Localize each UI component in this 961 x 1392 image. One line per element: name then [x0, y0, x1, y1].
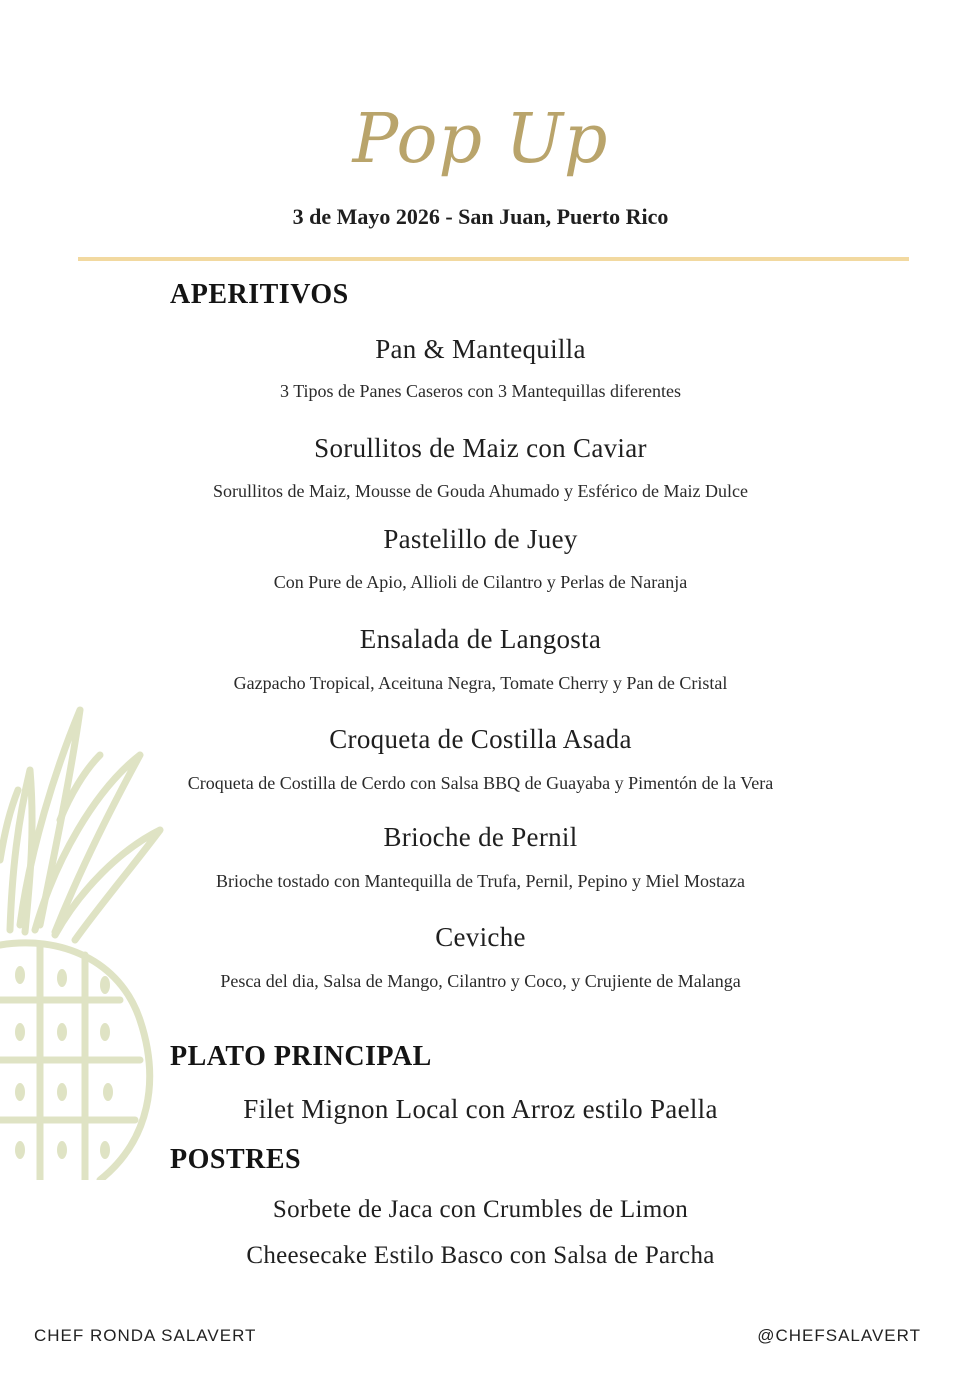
- dish-name: Filet Mignon Local con Arroz estilo Paella: [243, 1094, 718, 1124]
- dish-description: Con Pure de Apio, Allioli de Cilantro y Perlas de Naranja: [273, 572, 688, 592]
- dish-description: 3 Tipos de Panes Caseros con 3 Mantequillas diferentes: [280, 381, 681, 401]
- header-divider: [78, 257, 909, 261]
- dish-name: Pastelillo de Juey: [383, 524, 578, 554]
- dish-description: Croqueta de Costilla de Cerdo con Salsa BBQ de Guayaba y Pimentón de la Vera: [187, 773, 774, 793]
- dish-name: Sorullitos de Maiz con Caviar: [314, 433, 647, 463]
- menu-title: Pop Up: [352, 100, 609, 179]
- dish-description: Brioche tostado con Mantequilla de Trufa, Pernil, Pepino y Miel Mostaza: [216, 871, 745, 891]
- section-heading-appetizers: APERITIVOS: [170, 279, 349, 310]
- dish-description: Sorullitos de Maiz, Mousse de Gouda Ahumado y Esférico de Maiz Dulce: [213, 481, 748, 501]
- dish-name: Cheesecake Estilo Basco con Salsa de Parcha: [246, 1242, 715, 1269]
- section-heading-desserts: POSTRES: [170, 1144, 302, 1175]
- dish-name: Ceviche: [435, 922, 526, 952]
- dish-name: Pan & Mantequilla: [375, 334, 586, 364]
- dish-name: Croqueta de Costilla Asada: [329, 724, 632, 754]
- dish-name: Brioche de Pernil: [383, 822, 578, 852]
- dish-description: Gazpacho Tropical, Aceituna Negra, Tomate Cherry y Pan de Cristal: [233, 673, 728, 693]
- chef-name: CHEF RONDA SALAVERT: [34, 1326, 257, 1345]
- social-handle: @CHEFSALAVERT: [757, 1326, 921, 1345]
- section-heading-main-course: PLATO PRINCIPAL: [170, 1041, 432, 1072]
- event-date-location: 3 de Mayo 2026 - San Juan, Puerto Rico: [292, 204, 669, 229]
- dish-name: Sorbete de Jaca con Crumbles de Limon: [272, 1196, 689, 1223]
- dish-name: Ensalada de Langosta: [359, 624, 602, 654]
- dish-description: Pesca del dia, Salsa de Mango, Cilantro y Coco, y Crujiente de Malanga: [220, 971, 741, 991]
